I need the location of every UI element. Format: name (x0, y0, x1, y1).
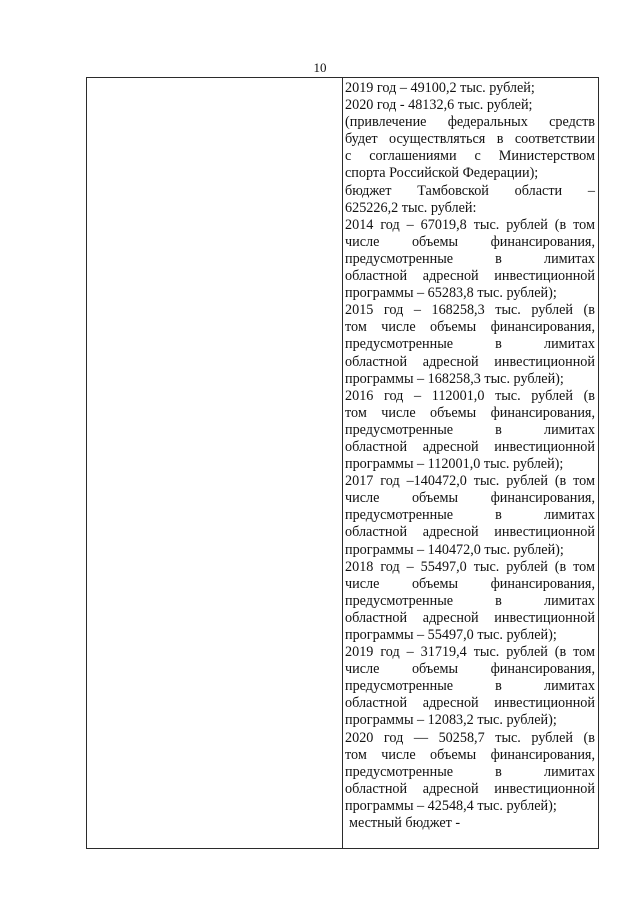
text-line: 2019 год – 49100,2 тыс. рублей; (345, 80, 535, 96)
text-line: программы – 55497,0 тыс. рублей); (345, 627, 557, 643)
text-line: спорта Российской Федерации); (345, 165, 539, 182)
text-line: 2019 год – 31719,4 тыс. рублей (в том (345, 644, 595, 661)
text-line: областной адресной инвестиционной (345, 268, 595, 285)
text-line: том числе объемы финансирования, (345, 319, 595, 336)
text-line: областной адресной инвестиционной (345, 780, 595, 797)
text-line: 625226,2 тыс. рублей: (345, 199, 477, 216)
text-line: числе объемы финансирования, (345, 661, 595, 678)
text-line: с соглашениями с Министерством (345, 148, 595, 165)
text-line: областной адресной инвестиционной (345, 353, 595, 370)
text-line: местный бюджет - (349, 815, 461, 832)
text-line: предусмотренные в лимитах (345, 763, 595, 780)
text-line: 2020 год — 50258,7 тыс. рублей (в (345, 729, 595, 746)
text-line: программы – 168258,3 тыс. рублей); (345, 370, 564, 387)
text-line: том числе объемы финансирования, (345, 404, 595, 421)
text-line: предусмотренные в лимитах (345, 592, 595, 609)
text-line: областной адресной инвестиционной (345, 524, 595, 541)
text-line: программы – 112001,0 тыс. рублей); (345, 456, 564, 473)
text-line: 2016 год – 112001,0 тыс. рублей (в (345, 387, 595, 404)
table-frame (86, 77, 599, 849)
text-line: предусмотренные в лимитах (345, 678, 595, 695)
text-line: числе объемы финансирования, (345, 575, 595, 592)
text-line: 2015 год – 168258,3 тыс. рублей (в (345, 302, 595, 319)
text-line: областной адресной инвестиционной (345, 438, 595, 455)
right-column-text (345, 80, 595, 832)
text-line: программы – 140472,0 тыс. рублей); (345, 541, 564, 558)
text-line: программы – 12083,2 тыс. рублей); (345, 712, 557, 729)
text-line: областной адресной инвестиционной (345, 609, 595, 626)
text-line: будет осуществляться в соответствии (345, 131, 595, 148)
text-line: предусмотренные в лимитах (345, 250, 595, 267)
text-line: программы – 42548,4 тыс. рублей); (345, 797, 557, 814)
text-line: (привлечение федеральных средств (345, 114, 595, 131)
page-number: 10 (313, 60, 327, 75)
left-column (87, 78, 342, 848)
text-line: программы – 65283,8 тыс. рублей); (345, 285, 557, 302)
text-line: числе объемы финансирования, (345, 233, 595, 250)
text-line: областной адресной инвестиционной (345, 695, 595, 712)
text-line: 2017 год –140472,0 тыс. рублей (в том (345, 473, 595, 490)
text-line: предусмотренные в лимитах (345, 507, 595, 524)
column-divider (342, 78, 343, 848)
text-line: числе объемы финансирования, (345, 490, 595, 507)
text-line: предусмотренные в лимитах (345, 421, 595, 438)
text-line: том числе объемы финансирования, (345, 746, 595, 763)
text-line: 2014 год – 67019,8 тыс. рублей (в том (345, 216, 595, 233)
text-line: 2020 год - 48132,6 тыс. рублей; (345, 97, 533, 114)
text-line: предусмотренные в лимитах (345, 336, 595, 353)
text-line: бюджет Тамбовской области – (345, 182, 595, 199)
text-line: 2018 год – 55497,0 тыс. рублей (в том (345, 558, 595, 575)
